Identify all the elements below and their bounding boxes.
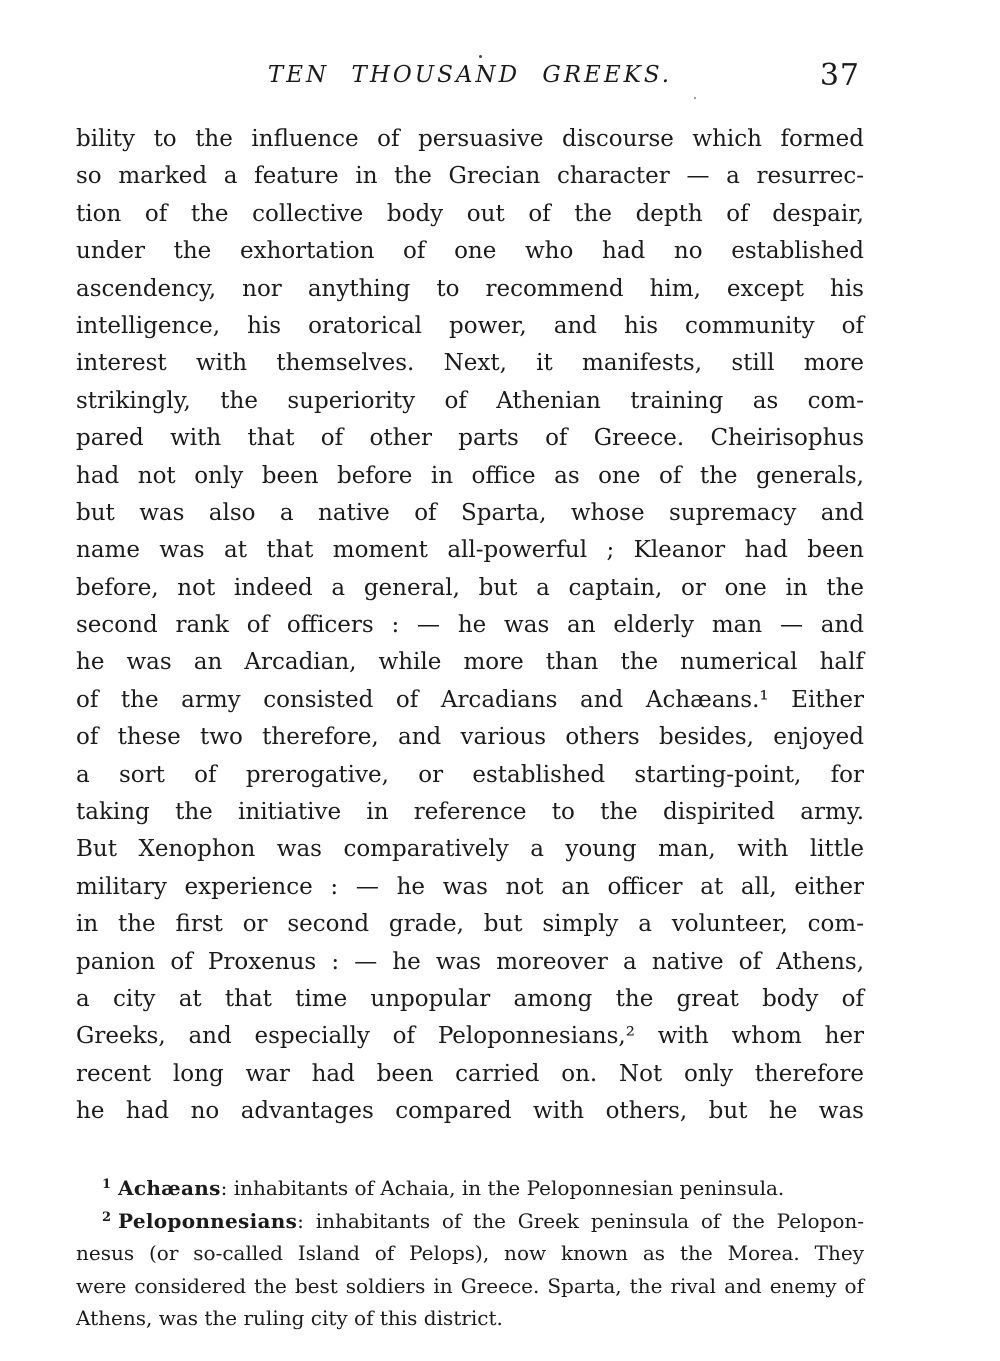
body-line: in the first or second grade, but simply a volunteer, com- [76, 911, 864, 938]
body-line: a sort of prerogative, or established starting-point, for [76, 761, 864, 788]
body-line: panion of Proxenus : — he was moreover a native of Athens, [76, 948, 864, 975]
footnote-1-term: Achæans [118, 1176, 221, 1200]
body-line: so marked a feature in the Grecian character — a resurrec- [76, 163, 864, 190]
footnote-2-term: Peloponnesians [118, 1208, 298, 1233]
scan-speck [694, 97, 696, 99]
footnote-2-marker: 2 [102, 1209, 112, 1225]
body-line: ascendency, nor anything to recommend him, except his [76, 275, 864, 302]
body-line: a city at that time unpopular among the great body of [76, 985, 864, 1012]
footnote-2-line-1 [76, 1205, 864, 1238]
body-line: military experience : — he was not an officer at all, either [76, 873, 864, 900]
body-line: second rank of officers : — he was an elderly man — and [76, 612, 864, 639]
body-line: of these two therefore, and various others besides, enjoyed [76, 724, 864, 751]
body-line: interest with themselves. Next, it manifests, still more [76, 350, 864, 377]
body-line: he had no advantages compared with others, but he was [76, 1098, 864, 1125]
footnotes [76, 1172, 864, 1335]
body-text [76, 121, 864, 1131]
scan-speck [479, 55, 482, 58]
footnote-1-text: : inhabitants of Achaia, in the Peloponnesian peninsula. [220, 1176, 785, 1200]
body-line: recent long war had been carried on. Not only therefore [76, 1060, 864, 1087]
body-line: he was an Arcadian, while more than the numerical half [76, 649, 864, 676]
footnote-1-marker: 1 [102, 1177, 112, 1192]
body-line: taking the initiative in reference to the dispirited army. [76, 799, 864, 826]
footnote-2-line-2: nesus (or so-called Island of Pelops), now known as the Morea. They [76, 1241, 864, 1265]
running-title: TEN THOUSAND GREEKS. [267, 62, 673, 88]
page-number: 37 [819, 58, 860, 93]
body-line: had not only been before in office as one of the generals, [76, 462, 864, 489]
body-line: before, not indeed a general, but a captain, or one in the [76, 574, 864, 601]
body-line: pared with that of other parts of Greece. Cheirisophus [76, 425, 864, 452]
body-line: intelligence, his oratorical power, and his community of [76, 312, 864, 339]
body-line: strikingly, the superiority of Athenian training as com- [76, 387, 864, 414]
body-line: tion of the collective body out of the depth of despair, [76, 200, 864, 227]
body-line: name was at that moment all-powerful ; Kleanor had been [76, 537, 864, 564]
footnote-2-line-4: Athens, was the ruling city of this district. [76, 1306, 503, 1330]
body-line: Greeks, and especially of Peloponnesians,² with whom her [76, 1023, 864, 1050]
body-line: under the exhortation of one who had no established [76, 238, 864, 265]
page-header [76, 58, 864, 93]
body-line: But Xenophon was comparatively a young man, with little [76, 836, 864, 863]
footnote-2-line-3: were considered the best soldiers in Greece. Sparta, the rival and enemy of [76, 1273, 864, 1298]
footnote-1 [76, 1172, 864, 1205]
body-line: but was also a native of Sparta, whose supremacy and [76, 499, 864, 526]
body-line: bility to the influence of persuasive discourse which formed [76, 126, 864, 152]
body-line: of the army consisted of Arcadians and Achæans.¹ Either [76, 686, 864, 713]
footnote-2-text: : inhabitants of the Greek peninsula of the Pelopon- [297, 1208, 864, 1233]
